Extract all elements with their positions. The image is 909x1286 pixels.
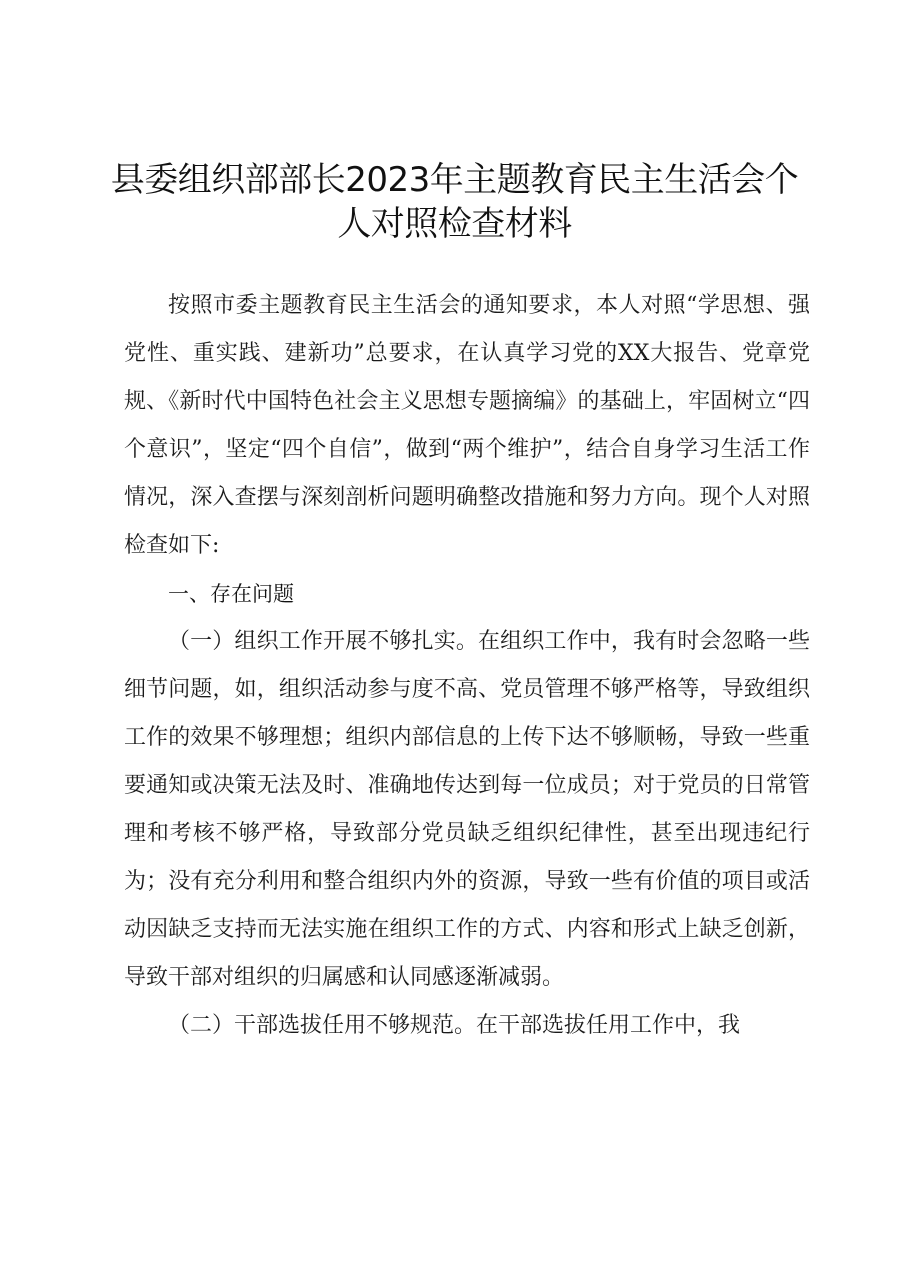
problem-item-1: （一）组织工作开展不够扎实。在组织工作中，我有时会忽略一些细节问题，如，组织活动参与度不高、党员管理不够严格等，导致组织工作的效果不够理想；组织内部信息的上传下达不够顺畅，导致一些重要通知或决策无法及时、准确地传达到每一位成员；对于党员的日常管理和考核不够严格，导致部分党员缺乏组织纪律性，甚至出现违纪行为；没有充分利用和整合组织内外的资源，导致一些有价值的项目或活动因缺乏支持而无法实施在组织工作的方式、内容和形式上缺乏创新，导致干部对组织的归属感和认同感逐渐减弱。 (124, 629, 810, 990)
title-line-2: 人对照检查材料 (337, 204, 572, 244)
intro-paragraph: 按照市委主题教育民主生活会的通知要求，本人对照“学思想、强党性、重实践、建新功”总要求，在认真学习党的XX大报告、党章党规、《新时代中国特色社会主义思想专题摘编》的基础上，牢固树立“四个意识”，坚定“四个自信”，做到“两个维护”，结合自身学习生活工作情况，深入查摆与深刻剖析问题明确整改措施和努力方向。现个人对照检查如下: (124, 293, 810, 558)
problem-item-2: （二）干部选拔任用不够规范。在干部选拔任用工作中，我 (168, 1013, 741, 1038)
section-heading-problems: 一、存在问题 (168, 582, 294, 606)
document-body (124, 282, 810, 1050)
document-title (100, 158, 809, 246)
title-line-1: 县委组织部部长2023年主题教育民主生活会个 (110, 160, 799, 200)
